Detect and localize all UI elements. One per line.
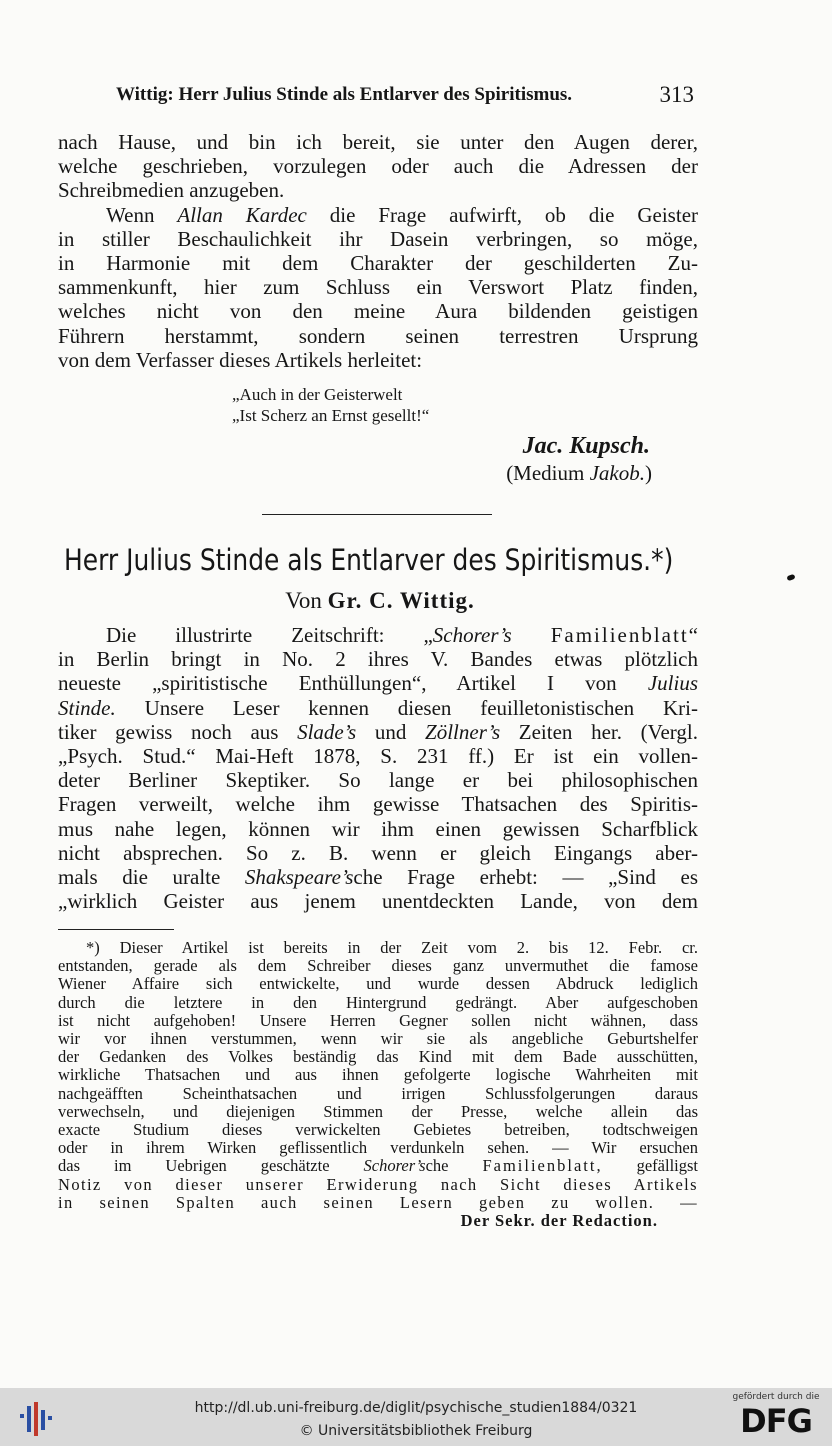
text-line: nach Hause, und bin ich bereit, sie unter den Augen derer,: [58, 130, 698, 154]
running-head: [116, 82, 698, 112]
text-line: mals die uralte Shakspeare’sche Frage erhebt: — „Sind es: [58, 865, 698, 890]
medium-close: ): [645, 461, 652, 485]
signature-block: [462, 432, 698, 486]
footnote-line: Wiener Affaire sich entwickelte, und wurde dessen Abdruck lediglich: [58, 975, 698, 994]
text-line: Fragen verweilt, welche ihm gewisse Thatsachen des Spiritis-: [58, 792, 698, 817]
funding-note: gefördert durch die: [732, 1392, 820, 1402]
footnote-line: durch die letztere in den Hintergrund gedrängt. Aber aufgeschoben: [58, 993, 698, 1012]
footnote-line: Notiz von dieser unserer Erwiderung nach Sicht dieses Artikels: [58, 1175, 698, 1194]
text-line: Schreibmedien anzugeben.: [58, 178, 285, 203]
section-divider: [262, 514, 492, 515]
copyright-notice: © Universitätsbibliothek Freiburg: [299, 1423, 533, 1439]
footnote-line: oder in ihrem Wirken geflissentlich verdunkeln sehen. — Wir ersuchen: [58, 1139, 698, 1158]
text-line: Wenn Allan Kardec die Frage aufwirft, ob die Geister: [106, 202, 698, 227]
medium-name: Jakob.: [589, 461, 645, 485]
text-line: mus nahe legen, können wir ihm einen gewissen Scharfblick: [58, 816, 698, 841]
signature-name: Jac. Kupsch.: [522, 433, 650, 459]
text-line: nicht absprechen. So z. B. wenn er gleich Eingangs aber-: [58, 840, 698, 865]
verse-line: „Auch in der Geisterwelt: [232, 385, 403, 404]
text-line: welches nicht von den meine Aura bildenden geistigen: [58, 299, 698, 324]
footnote-signature: Der Sekr. der Redaction.: [460, 1211, 658, 1231]
text-line: in Harmonie mit dem Charakter der geschilderten Zu-: [58, 251, 698, 276]
footnote-line: *) Dieser Artikel ist bereits in der Zeit vom 2. bis 12. Febr. cr.: [86, 939, 698, 957]
footnote-line: das im Uebrigen geschätzte Schorer’sche Familienblatt, gefälligst: [58, 1157, 698, 1176]
signature-medium: [462, 460, 698, 486]
text-line: in stiller Beschaulichkeit ihr Dasein verbringen, so möge,: [58, 226, 698, 251]
article-body: [58, 623, 698, 913]
text-line: in Berlin bringt in No. 2 ihres V. Bandes etwas plötzlich: [58, 647, 698, 672]
footnote-line: der Gedanken des Volkes beständig das Kind mit dem Bade ausschütten,: [58, 1048, 698, 1067]
footnote-line: wir vor ihnen verstummen, wenn wir sie als angebliche Geburtshelfer: [58, 1030, 698, 1049]
footnote-line: entstanden, gerade als dem Schreiber dieses ganz unvermuthet die famose: [58, 957, 698, 976]
footnote-line: in seinen Spalten auch seinen Lesern geben zu wollen. —: [58, 1193, 698, 1212]
page-number: 313: [659, 82, 694, 107]
text-line: deter Berliner Skeptiker. So lange er bei philosophischen: [58, 768, 698, 793]
text-line: Führern herstammt, sondern seinen terrestren Ursprung: [58, 323, 698, 348]
text-line: sammenkunft, hier zum Schluss ein Verswort Platz finden,: [58, 275, 698, 300]
running-head-title: Wittig: Herr Julius Stinde als Entlarver des Spiritismus.: [116, 84, 573, 105]
article-byline: [0, 586, 760, 616]
footnote-divider: [58, 929, 174, 930]
footnote-line: exacte Studium dieses verwickelten Gebietes betreiben, todtschweigen: [58, 1121, 698, 1140]
dfg-logo: [730, 1392, 822, 1444]
byline-author: Gr. C. Wittig.: [327, 588, 475, 613]
footnote-line: nachgeäfften Scheinthatsachen und irrigen Schlussfolgerungen daraus: [58, 1084, 698, 1103]
footnote-line: verwechseln, und diejenigen Stimmen der Presse, welche allein das: [58, 1102, 698, 1121]
text-line: tiker gewiss noch aus Slade’s und Zöllner’s Zeiten her. (Vergl.: [58, 719, 698, 744]
verse-quote: [232, 384, 552, 426]
intro-paragraphs: [58, 130, 698, 372]
article-title: Herr Julius Stinde als Entlarver des Spiritismus.*): [64, 543, 674, 577]
text-line: welche geschrieben, vorzulegen oder auch die Adressen der: [58, 154, 698, 179]
text-line: neueste „spiritistische Enthüllungen“, Artikel I von Julius: [58, 671, 698, 696]
source-url-link[interactable]: http://dl.ub.uni-freiburg.de/diglit/psychische_studien1884/0321: [194, 1400, 638, 1416]
footnote: [58, 939, 698, 1230]
text-line: von dem Verfasser dieses Artikels herleitet:: [58, 347, 423, 372]
text-line: Stinde. Unsere Leser kennen diesen feuilletonistischen Kri-: [58, 695, 698, 720]
text-line: „Psych. Stud.“ Mai-Heft 1878, S. 231 ff.) Er ist ein vollen-: [58, 744, 698, 769]
medium-open: (Medium: [506, 461, 590, 485]
viewer-footer: [0, 1388, 832, 1446]
text-line: „wirklich Geister aus jenem unentdeckten Lande, von dem: [58, 889, 698, 914]
footnote-line: wirkliche Thatsachen und aus ihnen gefolgerte logische Wahrheiten mit: [58, 1066, 698, 1085]
footnote-line: ist nicht aufgehoben! Unsere Herren Gegner sollen nicht wähnen, dass: [58, 1011, 698, 1030]
byline-prefix: Von: [285, 588, 328, 613]
dfg-logo-icon: DFG: [740, 1402, 812, 1440]
text-line: Die illustrirte Zeitschrift: „Schorer’s Familienblatt“: [106, 623, 698, 647]
verse-line: „Ist Scherz an Ernst gesellt!“: [232, 406, 430, 425]
ink-speck: [786, 574, 795, 581]
